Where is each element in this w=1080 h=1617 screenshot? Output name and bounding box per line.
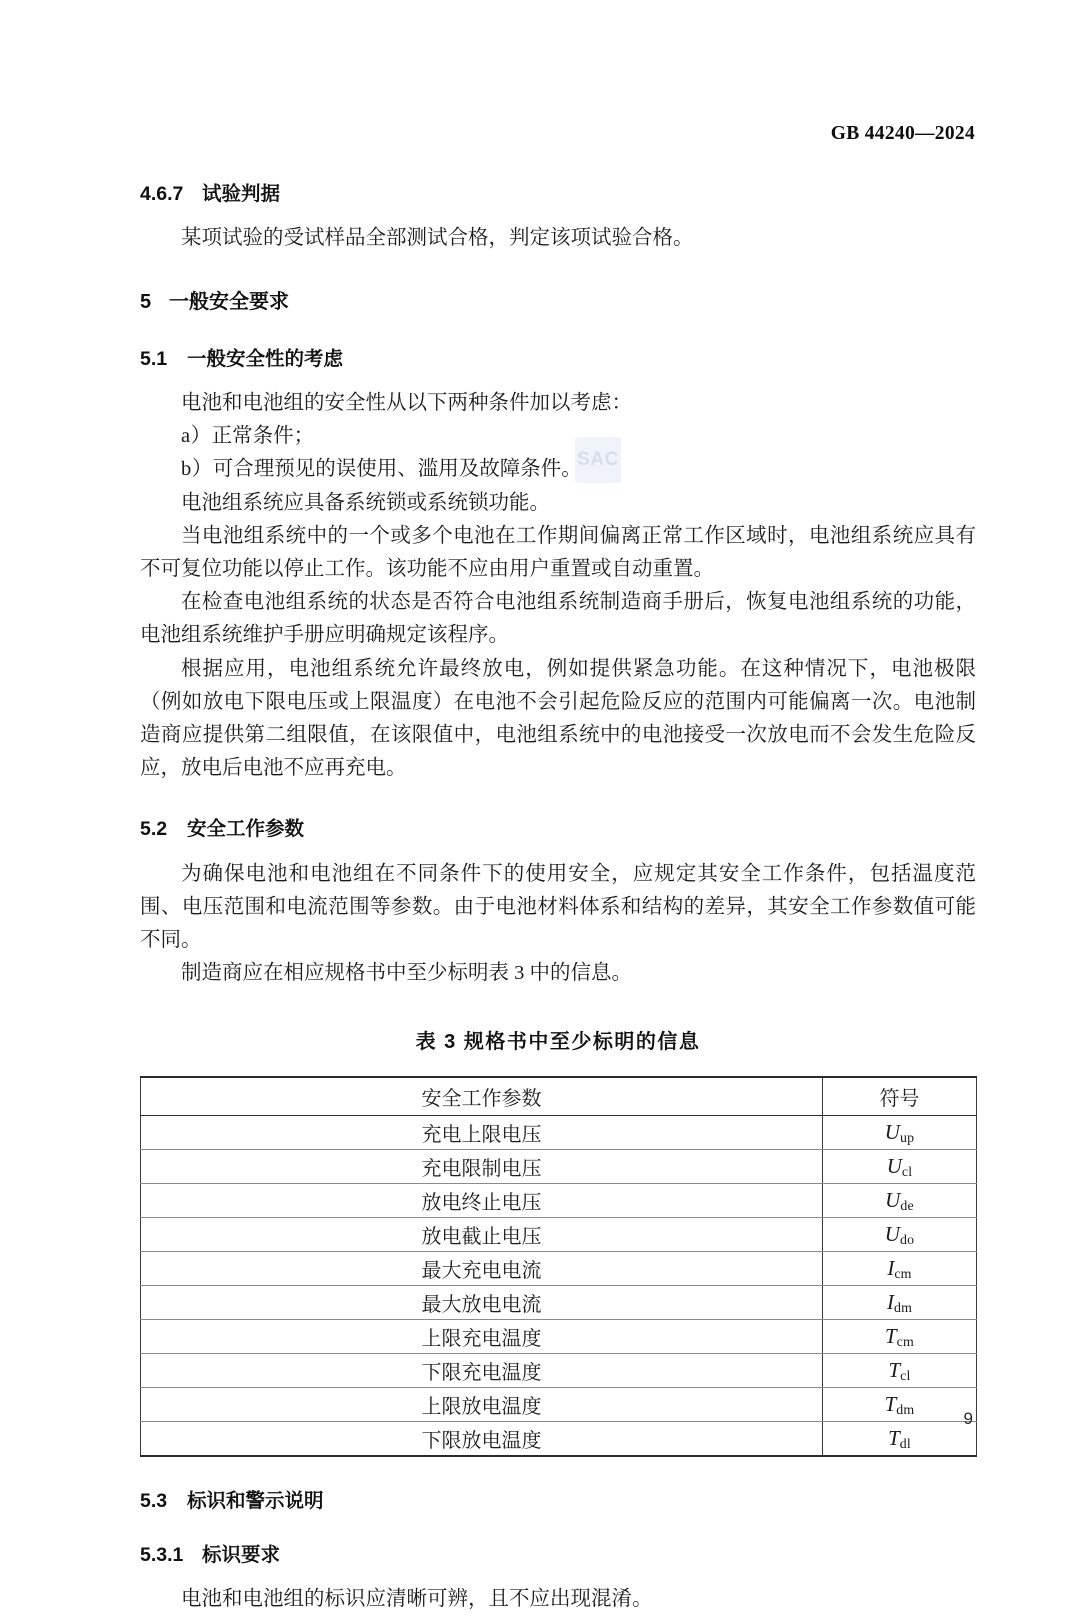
cell-symbol xyxy=(823,1421,977,1456)
paragraphs-5-1 xyxy=(140,387,976,785)
cell-parameter: 下限放电温度 xyxy=(141,1421,823,1456)
symbol-base: T xyxy=(884,1323,897,1348)
paragraph: 根据应用，电池组系统允许最终放电，例如提供紧急功能。在这种情况下，电池极限（例如放电下限电压或上限温度）在电池不会引起危险反应的范围内可能偏离一次。电池制造商应提供第二组限值，在该限值中，电池组系统中的电池接受一次放电而不会发生危险反应，放电后电池不应再充电。 xyxy=(140,657,976,780)
symbol-subscript: dm xyxy=(893,1300,913,1316)
symbol-subscript: de xyxy=(900,1198,914,1214)
heading-5-3-1-number: 5.3.1 xyxy=(140,1543,184,1566)
symbol-subscript: up xyxy=(899,1130,915,1146)
heading-5-number: 5 xyxy=(140,290,152,313)
running-head-standard-number: GB 44240—2024 xyxy=(830,123,975,144)
symbol-base: U xyxy=(886,1153,902,1178)
cell-parameter: 上限放电温度 xyxy=(141,1387,823,1421)
cell-symbol xyxy=(823,1285,977,1319)
symbol-base: T xyxy=(888,1357,901,1382)
paragraph: 某项试验的受试样品全部测试合格，判定该项试验合格。 xyxy=(181,227,694,250)
list-item xyxy=(140,420,976,453)
heading-4-6-7-title: 试验判据 xyxy=(202,183,281,205)
column-header-parameter: 安全工作参数 xyxy=(141,1077,823,1116)
cell-symbol xyxy=(823,1217,977,1251)
heading-5-1 xyxy=(140,347,976,371)
cell-parameter: 下限充电温度 xyxy=(141,1353,823,1387)
cell-parameter: 放电截止电压 xyxy=(141,1217,823,1251)
table-row xyxy=(141,1319,977,1353)
page-content xyxy=(140,182,976,1617)
table-row xyxy=(141,1183,977,1217)
cell-symbol xyxy=(823,1251,977,1285)
table-row xyxy=(141,1115,977,1149)
table-row xyxy=(141,1353,977,1387)
heading-5-3-number: 5.3 xyxy=(140,1489,168,1512)
sac-watermark: SAC xyxy=(575,437,621,483)
heading-5-2-title: 安全工作参数 xyxy=(187,818,305,841)
heading-5-1-title: 一般安全性的考虑 xyxy=(187,347,344,370)
table-row xyxy=(141,1387,977,1421)
heading-4-6-7 xyxy=(140,182,976,206)
heading-5-2-number: 5.2 xyxy=(140,818,168,841)
list-marker-b: b） xyxy=(181,458,213,481)
cell-symbol xyxy=(823,1115,977,1149)
paragraph: 电池和电池组的标识应清晰可辨，且不应出现混淆。 xyxy=(181,1588,653,1611)
cell-parameter: 放电终止电压 xyxy=(141,1183,823,1217)
table-row xyxy=(141,1285,977,1319)
paragraph: 电池组系统应具备系统锁或系统锁功能。 xyxy=(181,491,550,514)
symbol-subscript: cl xyxy=(901,1164,913,1180)
symbol-subscript: do xyxy=(899,1232,915,1248)
symbol-base: U xyxy=(884,1221,900,1246)
symbol-base: T xyxy=(888,1425,900,1450)
cell-symbol xyxy=(823,1353,977,1387)
paragraphs-4-6-7 xyxy=(140,222,976,255)
cell-parameter: 充电上限电压 xyxy=(141,1115,823,1149)
paragraph: 在检查电池组系统的状态是否符合电池组系统制造商手册后，恢复电池组系统的功能，电池组系统维护手册应明确规定该程序。 xyxy=(140,591,976,647)
paragraph: 当电池组系统中的一个或多个电池在工作期间偏离正常工作区域时，电池组系统应具有不可复位功能以停止工作。该功能不应由用户重置或自动重置。 xyxy=(140,524,976,580)
cell-parameter: 充电限制电压 xyxy=(141,1149,823,1183)
heading-5 xyxy=(140,290,976,315)
list-text-a: 正常条件； xyxy=(211,425,315,448)
list-marker-a: a） xyxy=(181,425,212,448)
table-row xyxy=(141,1149,977,1183)
table-header-row xyxy=(141,1077,977,1116)
paragraphs-5-2 xyxy=(140,858,976,991)
heading-5-1-number: 5.1 xyxy=(140,347,168,370)
paragraph-intro: 电池和电池组的安全性从以下两种条件加以考虑： xyxy=(181,391,632,414)
list-text-b: 可合理预见的误使用、滥用及故障条件。 xyxy=(212,458,582,481)
heading-5-title: 一般安全要求 xyxy=(169,290,289,313)
cell-parameter: 最大放电电流 xyxy=(141,1285,823,1319)
page-number: 9 xyxy=(963,1409,973,1428)
paragraph: 制造商应在相应规格书中至少标明表 3 中的信息。 xyxy=(181,962,632,985)
cell-parameter: 最大充电电流 xyxy=(141,1251,823,1285)
cell-parameter: 上限充电温度 xyxy=(141,1319,823,1353)
table-3-caption: 表 3 规格书中至少标明的信息 xyxy=(415,1030,701,1053)
table-row xyxy=(141,1251,977,1285)
symbol-base: T xyxy=(884,1391,897,1416)
heading-5-3-1-title: 标识要求 xyxy=(202,1543,281,1566)
table-row xyxy=(141,1217,977,1251)
symbol-subscript: dm xyxy=(896,1402,915,1418)
symbol-subscript: cm xyxy=(894,1266,912,1282)
list-item xyxy=(140,453,976,486)
symbol-subscript: cl xyxy=(900,1368,911,1384)
symbol-base: U xyxy=(884,1119,900,1144)
cell-symbol xyxy=(823,1319,977,1353)
cell-symbol xyxy=(823,1183,977,1217)
column-header-symbol: 符号 xyxy=(823,1077,977,1116)
symbol-subscript: dl xyxy=(899,1436,911,1452)
table-3 xyxy=(140,1076,977,1457)
heading-4-6-7-number: 4.6.7 xyxy=(140,183,184,205)
paragraph: 为确保电池和电池组在不同条件下的使用安全，应规定其安全工作条件，包括温度范围、电压范围和电流范围等参数。由于电池材料体系和结构的差异，其安全工作参数值可能不同。 xyxy=(140,862,976,952)
cell-symbol xyxy=(823,1149,977,1183)
cell-symbol xyxy=(823,1387,977,1421)
symbol-base: I xyxy=(886,1289,894,1314)
table-row xyxy=(141,1421,977,1456)
heading-5-3-1 xyxy=(140,1543,976,1567)
heading-5-3-title: 标识和警示说明 xyxy=(187,1489,324,1512)
heading-5-2 xyxy=(140,817,976,841)
symbol-base: U xyxy=(885,1187,901,1212)
symbol-subscript: cm xyxy=(896,1334,915,1350)
heading-5-3 xyxy=(140,1489,976,1513)
symbol-base: I xyxy=(887,1255,895,1280)
paragraphs-5-3-1 xyxy=(140,1583,976,1616)
